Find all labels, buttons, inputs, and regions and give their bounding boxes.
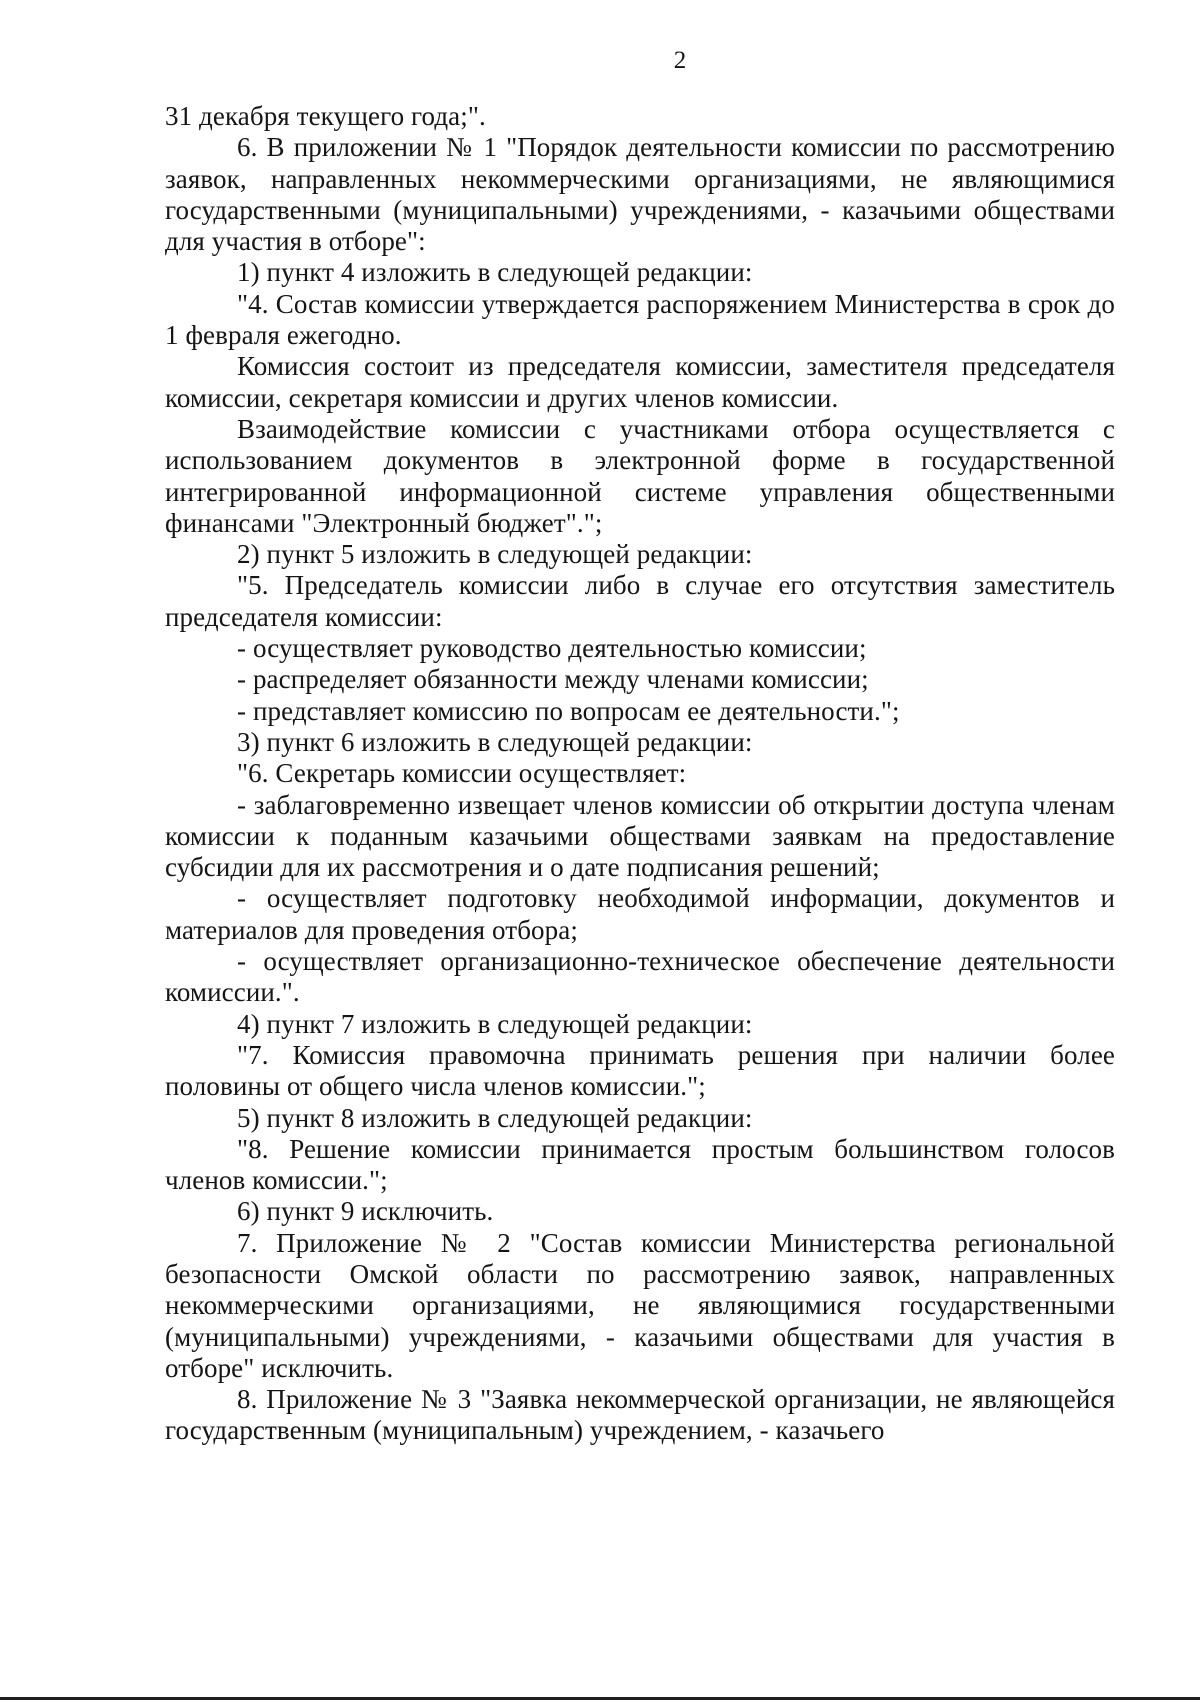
paragraph-chair-duty-2: - распределяет обязанности между членами комиссии; [237,664,869,695]
paragraph-subitem-5: 5) пункт 8 изложить в следующей редакции: [237,1102,753,1133]
paragraph-item-6: 6. В приложении № 1 "Порядок деятельности комиссии по рассмотрению заявок, направленных некоммерческими организациями, не являющимися государственными (муниципальными) учреждениями, - казачьими обществами для участия в отборе": [165,132,1115,257]
page-number: 2 [673,47,687,74]
paragraph-commission-composition: Комиссия состоит из председателя комиссии, заместителя председателя комиссии, секретаря комиссии и других членов комиссии. [165,351,1115,413]
paragraph-point-4: "4. Состав комиссии утверждается распоряжением Министерства в срок до 1 февраля ежегодно. [165,288,1115,351]
paragraph-secretary-duty-1: - заблаговременно извещает членов комиссии об открытии доступа членам комиссии к поданным казачьими обществами заявкам на предоставление субсидии для их рассмотрения и о дате подписания решений; [165,789,1115,883]
paragraph-chair-duty-3: - представляет комиссию по вопросам ее деятельности."; [237,695,900,726]
paragraph-continuation: 31 декабря текущего года;". [165,101,486,131]
paragraph-point-6: "6. Секретарь комиссии осуществляет: [237,758,687,789]
paragraph-item-8: 8. Приложение № 3 "Заявка некоммерческой организации, не являющейся государственным (муниципальным) учреждением, - казачьего [165,1384,1115,1446]
paragraph-point-5: "5. Председатель комиссии либо в случае его отсутствия заместитель председателя комиссии: [165,570,1115,632]
paragraph-subitem-2: 2) пункт 5 изложить в следующей редакции: [237,539,753,570]
paragraph-subitem-1: 1) пункт 4 изложить в следующей редакции: [237,257,753,288]
paragraph-point-7: "7. Комиссия правомочна принимать решения при наличии более половины от общего числа членов комиссии."; [165,1039,1115,1102]
paragraph-item-7: 7. Приложение № 2 "Состав комиссии Министерства региональной безопасности Омской области по рассмотрению заявок, направленных некоммерческими организациями, не являющимися государственными (муниципальными) учреждениями, - казачьими обществами для участия в отборе" исключить. [165,1227,1115,1383]
paragraph-secretary-duty-3: - осуществляет организационно-техническое обеспечение деятельности комиссии.". [165,946,1115,1008]
document-body [165,101,1115,1447]
paragraph-subitem-3: 3) пункт 6 изложить в следующей редакции: [237,726,753,757]
paragraph-interaction: Взаимодействие комиссии с участниками отбора осуществляется с использованием документов в электронной форме в государственной интегрированной информационной системе управления общественными финансами "Электронный бюджет"."; [165,413,1115,538]
paragraph-secretary-duty-2: - осуществляет подготовку необходимой информации, документов и материалов для проведения отбора; [165,883,1115,945]
bottom-edge-rule [0,1693,1200,1703]
paragraph-subitem-4: 4) пункт 7 изложить в следующей редакции: [237,1008,753,1039]
paragraph-point-8: "8. Решение комиссии принимается простым большинством голосов членов комиссии."; [165,1133,1115,1196]
paragraph-subitem-6: 6) пункт 9 исключить. [237,1196,494,1227]
paragraph-chair-duty-1: - осуществляет руководство деятельностью комиссии; [237,633,867,664]
